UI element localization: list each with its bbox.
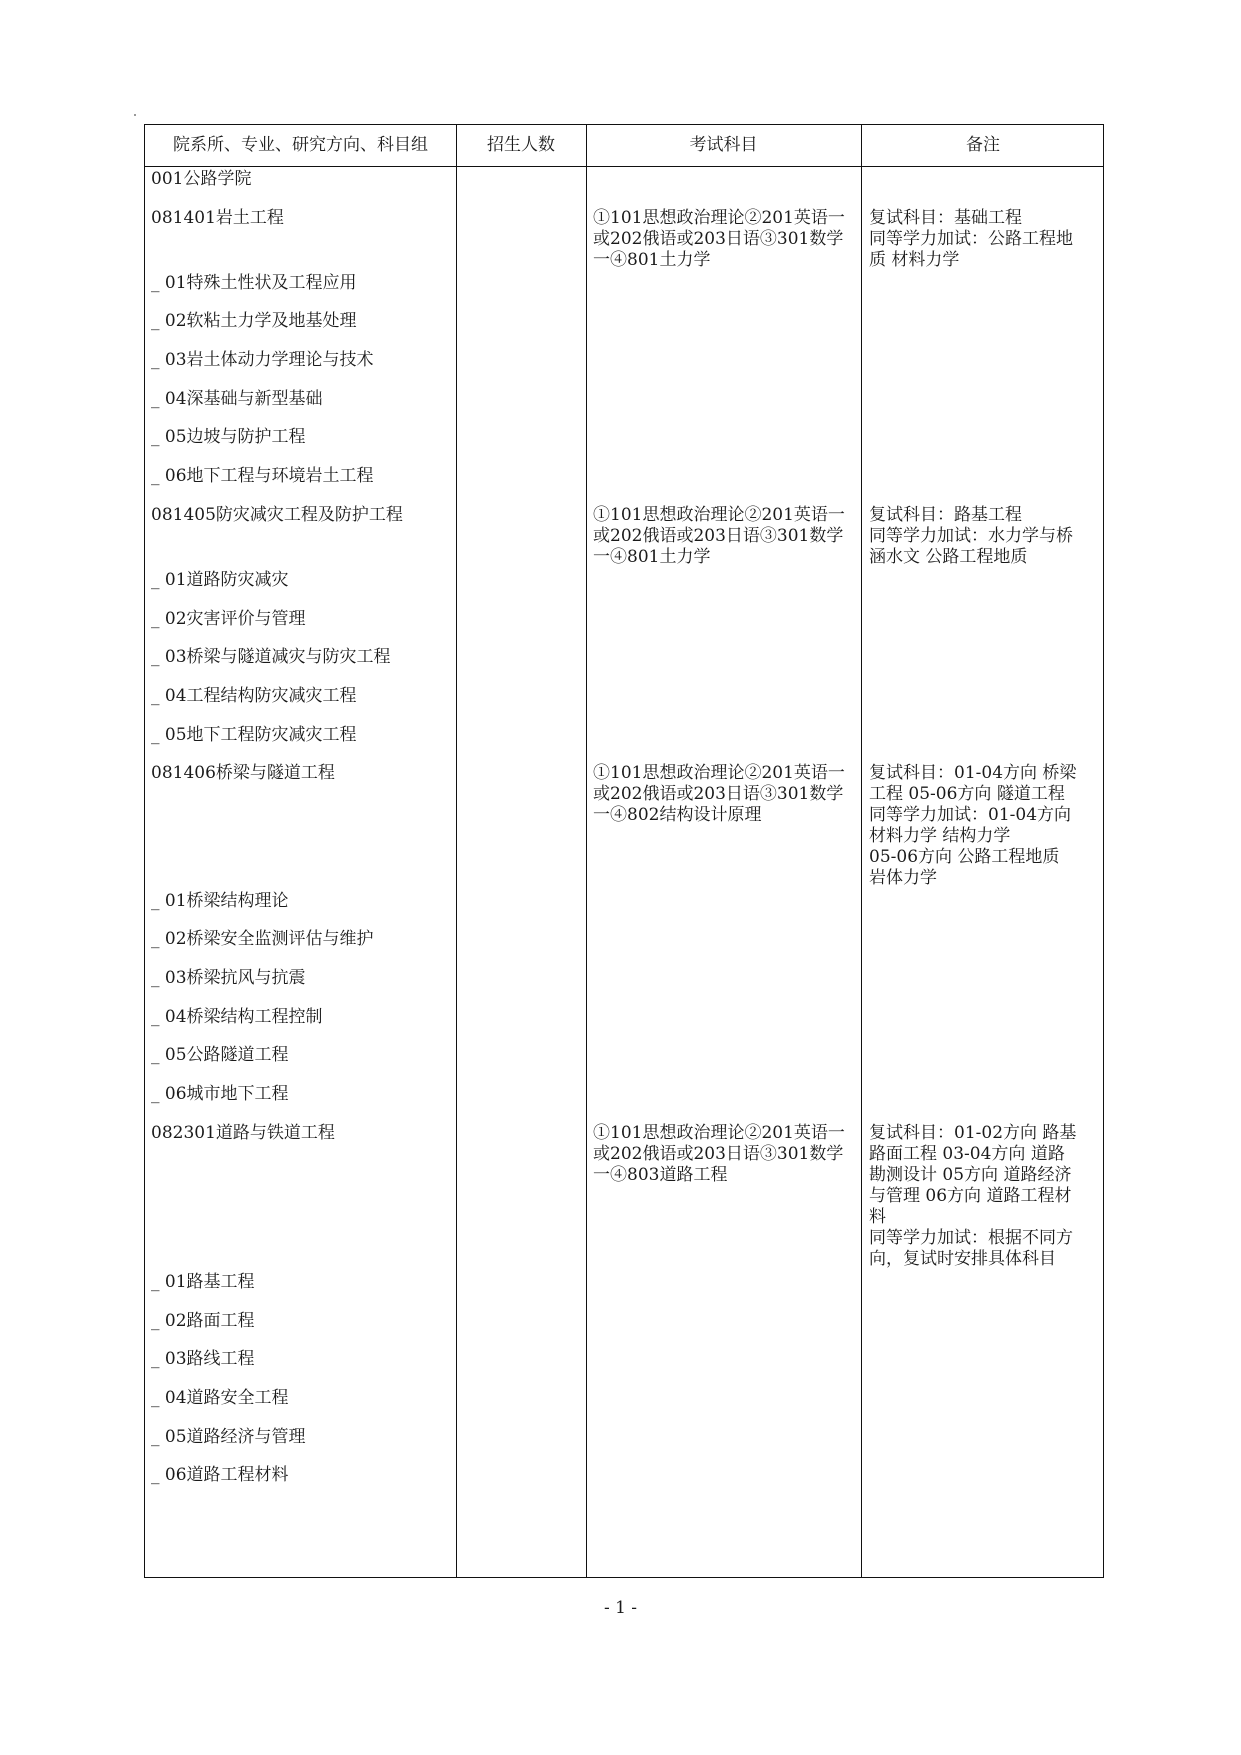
school-name: 001公路学院 [151,169,252,189]
admission-table [144,124,1104,1578]
direction-item: _ 02路面工程 [151,1311,255,1331]
direction-item: _ 06地下工程与环境岩土工程 [151,466,374,486]
direction-item: _ 01特殊土性状及工程应用 [151,273,357,293]
remarks: 复试科目：01-04方向 桥梁 工程 05-06方向 隧道工程 同等学力加试：01-04方向 材料力学 结构力学 05-06方向 公路工程地质 岩体力学 [869,763,1077,888]
direction-item: _ 05边坡与防护工程 [151,427,306,447]
direction-item: _ 03桥梁与隧道减灾与防灾工程 [151,647,391,667]
header-enrollment: 招生人数 [487,135,555,155]
direction-item: _ 05道路经济与管理 [151,1427,306,1447]
direction-item: _ 06道路工程材料 [151,1465,289,1485]
direction-item: _ 04深基础与新型基础 [151,389,323,409]
direction-item: _ 01桥梁结构理论 [151,891,289,911]
direction-item: _ 03岩土体动力学理论与技术 [151,350,374,370]
scan-speck [134,114,136,116]
page-number: - 1 - [603,1598,638,1618]
direction-item: _ 06城市地下工程 [151,1084,289,1104]
exam-subjects: ①101思想政治理论②201英语一 或202俄语或203日语③301数学 一④802结构设计原理 [593,763,845,825]
major-title: 082301道路与铁道工程 [151,1123,335,1143]
header-remarks: 备注 [966,135,1000,155]
column-divider [586,125,587,1577]
exam-subjects: ①101思想政治理论②201英语一 或202俄语或203日语③301数学 一④803道路工程 [593,1123,845,1185]
header-divider [145,166,1103,167]
major-title: 081401岩土工程 [151,208,284,228]
remarks: 复试科目：01-02方向 路基 路面工程 03-04方向 道路 勘测设计 05方向 道路经济 与管理 06方向 道路工程材 料 同等学力加试：根据不同方 向，复试时安排具体科目 [869,1123,1077,1269]
direction-item: _ 02灾害评价与管理 [151,609,306,629]
remarks: 复试科目：基础工程 同等学力加试：公路工程地 质 材料力学 [869,208,1073,270]
major-title: 081405防灾减灾工程及防护工程 [151,505,403,525]
direction-item: _ 03路线工程 [151,1349,255,1369]
exam-subjects: ①101思想政治理论②201英语一 或202俄语或203日语③301数学 一④801土力学 [593,505,845,567]
direction-item: _ 05地下工程防灾减灾工程 [151,725,357,745]
remarks: 复试科目：路基工程 同等学力加试：水力学与桥 涵水文 公路工程地质 [869,505,1073,567]
direction-item: _ 05公路隧道工程 [151,1045,289,1065]
direction-item: _ 02软粘土力学及地基处理 [151,311,357,331]
header-program: 院系所、专业、研究方向、科目组 [173,135,428,155]
direction-item: _ 01道路防灾减灾 [151,570,289,590]
column-divider [861,125,862,1577]
direction-item: _ 04工程结构防灾减灾工程 [151,686,357,706]
header-exam-subjects: 考试科目 [689,135,758,155]
column-divider [456,125,457,1577]
direction-item: _ 01路基工程 [151,1272,255,1292]
direction-item: _ 03桥梁抗风与抗震 [151,968,306,988]
major-title: 081406桥梁与隧道工程 [151,763,335,783]
exam-subjects: ①101思想政治理论②201英语一 或202俄语或203日语③301数学 一④801土力学 [593,208,845,270]
direction-item: _ 02桥梁安全监测评估与维护 [151,929,374,949]
direction-item: _ 04桥梁结构工程控制 [151,1007,323,1027]
direction-item: _ 04道路安全工程 [151,1388,289,1408]
